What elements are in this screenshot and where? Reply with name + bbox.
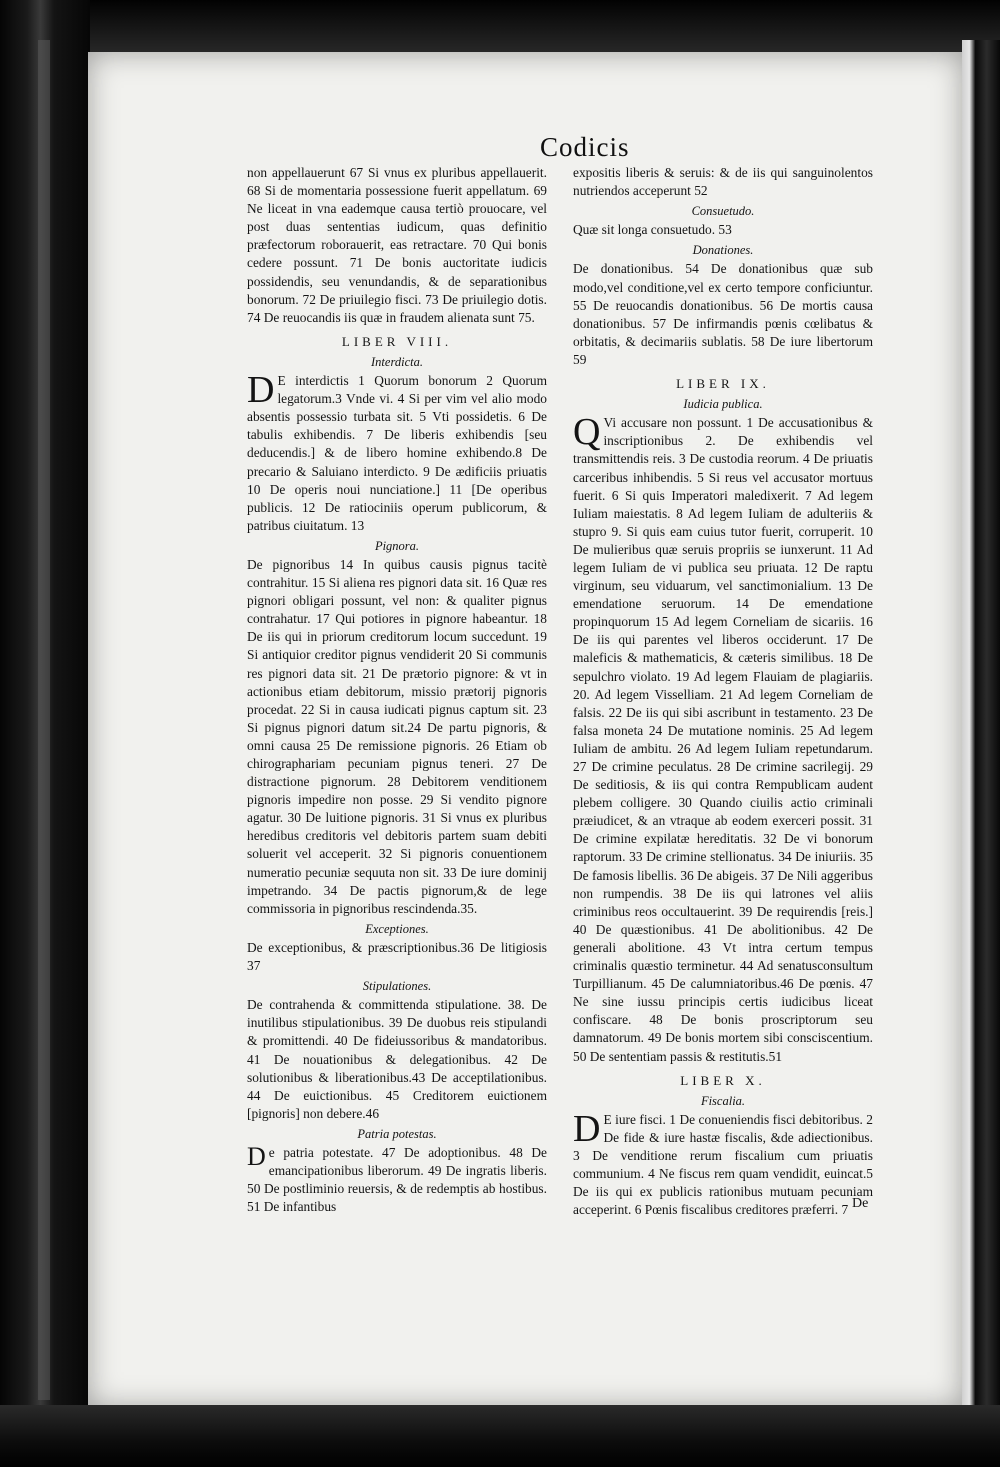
scan-border-bottom <box>0 1405 1000 1467</box>
catchword: De <box>852 1196 869 1211</box>
section-text-fiscalia <box>573 1107 873 1220</box>
drop-cap: D <box>247 369 275 412</box>
section-body: e patria potestate. 47 De adoptionibus. 48 De emancipationibus liberorum. 49 De ingratis liberis. 50 De postliminio reuersis, & de redemptis ab hostibus. 51 De infantibus <box>247 1144 547 1215</box>
section-text-iudicia-publica <box>573 411 873 1065</box>
section-text-interdicta <box>247 369 547 535</box>
running-head: Codicis <box>540 132 630 162</box>
left-intro-text: non appellauerunt 67 Si vnus ex pluribus appellauerit. 68 Si de momentaria possessione fuerit appellatum. 69 Ne liceat in vna eademque causa tertiò prouocare, vel post duas sententias iudicum, quas definitio præfectorum roborauerit, eas retractare. 70 Qui bonis cedere possunt. 71 De bonis auctoritate iudicis possidendis, seu venundandis, & de separationibus bonorum. 72 De priuilegio fisci. 73 De priuilegio dotis. 74 De reuocandis iis quæ in fraudem alienata sunt 75. <box>247 165 547 325</box>
section-title-interdicta: Interdicta. <box>371 354 423 369</box>
section-body: E interdictis 1 Quorum bonorum 2 Quorum legatorum.3 Vnde vi. 4 Si per vim vel alio modo absentis possessio turbata sit. 5 Vti possidetis. 6 De tabulis exhibendis. 7 De liberis exhibendis [seu deducendis.] & de libero homine exhibendo.8 De precario & Saluiano interdicto. 9 De ædificiis priuatis 10 De operis noui nunciatione.] 11 [De operibus publicis. 12 De ratiociniis operum publicorum, & patribus ciuitatum. 13 <box>247 373 547 533</box>
section-body: Vi accusare non possunt. 1 De accusationibus & inscriptionibus 2. De exhibendis vel transmittendis reis. 3 De custodia reorum. 4 De priuatis carceribus inhibendis. 5 Si reus vel accusator mortuus fuerit. 6 Si quis Imperatori maledixerit. 7 Ad legem Iuliam maiestatis. 8 Ad legem Iuliam de adulteriis & stupro 9. Si quis eam cuius tutor fuerit, corruperit. 10 De mulieribus quæ seruis propriis se iunxerunt. 11 Ad legem Iuliam de vi publica seu priuata. 12 De raptu virginum, seu viduarum, vel sanctimonialium. 13 De emendatione seruorum. 14 De emendatione propinquorum 15 Ad legem Corneliam de sicariis. 16 De iis qui parentes vel liberos occiderunt. 17 De maleficis & mathematicis, & cæteris similibus. 18 De sepulchro violato. 19 Ad legem Flauiam de plagiariis. 20. Ad legem Visselliam. 21 Ad legem Corneliam de falsis. 22 De iis qui sibi ascribunt in testamento. 23 De falsa moneta 24 De mutatione nominis. 25 Ad legem Iuliam de ambitu. 26 Ad legem Iuliam repetundarum. 27 De crimine peculatus. 28 De crimine sacrilegij. 29 De seditiosis, & iis qui contra Rempublicam audent plebem colligere. 30 Quando ciuilis actio criminali præiudicet, & an vtraque ab eodem exerceri possit. 31 De crimine expilatæ hereditatis. 32 De vi bonorum raptorum. 33 De crimine stellionatus. 34 De iniuriis. 35 De famosis libellis. 36 De abigeis. 37 De Nili aggeribus non rumpendis. 38 De iis qui latrones vel aliis criminibus reos occultauerint. 39 De requirendis [reis.] 40 De quæstionibus. 41 De abolitionibus. 42 De generali abolitione. 43 Vt intra certum tempus criminalis quæstio terminetur. 44 Ad senatusconsultum Turpillianum. 45 De calumniatoribus.46 De pœnis. 47 Ne sine iussu principis certis iudicibus liceat confiscare. 48 De bonis proscriptorum seu damnatorum. 49 De bonis mortem sibi consciscentium. 50 De sententiam passis & restitutis.51 <box>573 415 873 1064</box>
section-text-consuetudo: Quæ sit longa consuetudo. 53 <box>573 222 732 238</box>
scan-border-top <box>0 0 1000 58</box>
section-text-stipulationes: De contrahenda & committenda stipulatione. 38. De inutilibus stipulationibus. 39 De duobus reis stipulandi & promittendi. 40 De fideiussoribus & mandatoribus. 41 De nouationibus & delegationibus. 42 De solutionibus & liberationibus.43 De acceptilationibus. 44 De euictionibus. 45 Creditorem euictionem [pignoris] non debere.46 <box>247 997 547 1121</box>
liber-x-heading: LIBER X. <box>680 1072 766 1088</box>
scan-border-right <box>962 40 1000 1420</box>
drop-cap: Q <box>573 411 601 454</box>
section-title-iudicia-publica: Iudicia publica. <box>683 397 763 412</box>
left-column <box>247 164 547 1218</box>
section-title-pignora: Pignora. <box>374 538 420 553</box>
section-text-donationes: De donationibus. 54 De donationibus quæ sub modo,vel conditione,vel ex certo tempore conficiuntur. 55 De reuocandis donationibus. 56 De mortis causa donationibus. 57 De infirmandis pœnis cœlibatus & orbitatis, & decimariis sublatis. 58 De iure libertorum 59 <box>573 261 873 367</box>
section-text-pignora: De pignoribus 14 In quibus causis pignus tacitè contrahitur. 15 Si aliena res pignori data sit. 16 Quæ res pignori obligari possunt, vel non: & qualiter pignus contrahatur. 17 Qui potiores in pignore habeantur. 18 De iis qui in priorum creditorum locum succedunt. 19 Si antiquior creditor pignus vendiderit 20 Si communis res pignori data sit. 21 De prætorio pignore: & vt in actionibus etiam debitorum, missio prætorij pignoris procedat. 22 Si in causa iudicati pignus captum sit. 23 Si pignus pignori datum sit.24 De partu pignoris, & omni causa 25 De remissione pignoris. 26 Etiam ob chirographariam pecuniam pignus teneri. 27 De distractione pignorum. 28 Debitorem venditionem pignoris impedire non posse. 29 Si vendito pignore agatur. 30 De luitione pignoris. 31 Si vnus ex pluribus heredibus creditoris vel debitoris partem suam debiti soluerit vel acceperit. 32 Si pignoris conuentionem numeratio pecuniæ sequuta non sit. 33 De iure dominij impetrando. 34 De pactis pignorum,& de lege commissoria in pignoribus rescindenda.35. <box>247 556 547 916</box>
drop-cap: D <box>573 1107 601 1150</box>
right-intro-text: expositis liberis & seruis: & de iis qui sanguinolentos nutriendos acceperunt 52 <box>573 165 873 199</box>
section-title-patria-potestas: Patria potestas. <box>357 1126 437 1141</box>
section-body: E iure fisci. 1 De conueniendis fisci debitoribus. 2 De fide & iure hastæ fiscalis, &de adiectionibus. 3 De venditione rerum fiscalium cum priuatis communium. 4 Ne fiscus rem quam vendidit, euincat.5 De iis qui ex publicis rationibus mutuam pecuniam acceperint. 6 Pœnis fiscalibus creditores præferri. 7 <box>573 1111 873 1218</box>
spine-band <box>38 40 50 1400</box>
drop-cap: D <box>247 1141 266 1171</box>
section-title-consuetudo: Consuetudo. <box>691 204 755 219</box>
book-spine-border <box>0 0 90 1467</box>
right-column <box>573 164 873 1221</box>
section-text-exceptiones: De exceptionibus, & præscriptionibus.36 De litigiosis 37 <box>247 939 547 974</box>
section-title-exceptiones: Exceptiones. <box>365 921 429 936</box>
section-title-stipulationes: Stipulationes. <box>362 979 432 994</box>
section-title-donationes: Donationes. <box>692 243 754 258</box>
liber-ix-heading: LIBER IX. <box>676 376 770 392</box>
liber-viii-heading: LIBER VIII. <box>341 333 453 349</box>
section-text-patria-potestas <box>247 1141 547 1216</box>
section-title-fiscalia: Fiscalia. <box>700 1093 746 1108</box>
